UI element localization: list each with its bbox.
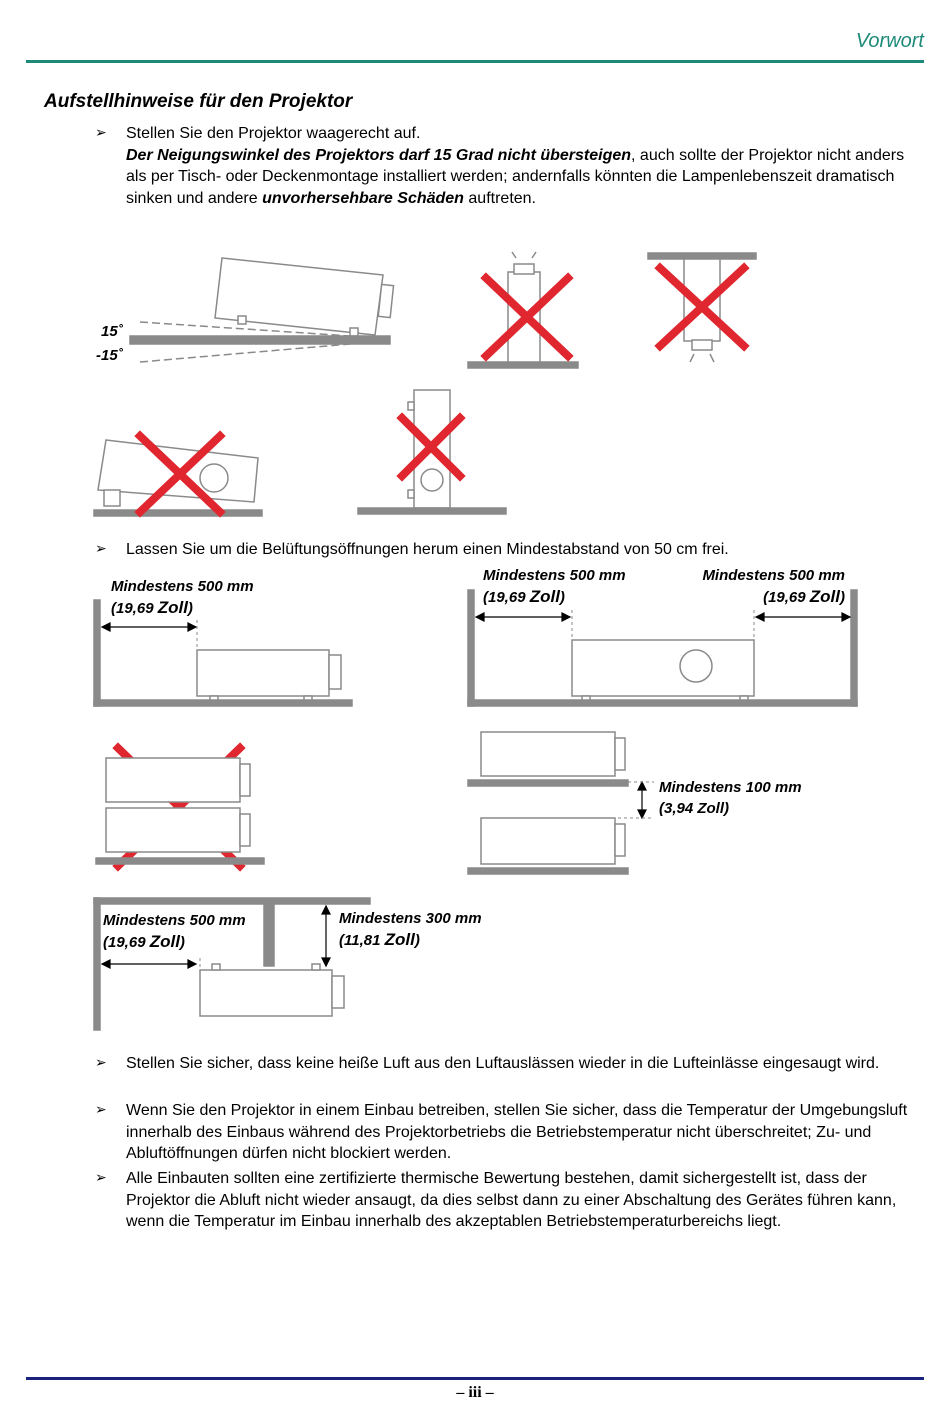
- tilted-projector-illustration: [130, 258, 394, 362]
- label-min500: Mindestens 500 mm: [111, 578, 254, 595]
- bullet-text: Alle Einbauten sollten eine zertifizierte thermische Bewertung bestehen, damit sichergestellt ist, dass der Projektor die Abluft nicht wieder ansaugt, da dies selbst dann zu einer Abschaltung des Gerätes führen kann, wenn die Temperatur im Einbau innerhalb des akzeptablen Betriebstemperaturbereichs liegt.: [126, 1170, 897, 1230]
- bullet-text: Stellen Sie sicher, dass keine heiße Luft aus den Luftauslässen wieder in die Lufteinlässe eingesaugt wird.: [126, 1055, 880, 1072]
- bullet-emphasis-angle: Der Neigungswinkel des Projektors darf 15 Grad nicht übersteigen: [126, 146, 632, 164]
- bullet-item-hot-air: [95, 1053, 925, 1075]
- angle-label-plus: 15˚: [101, 323, 123, 340]
- clearance-label-ceiling-side: Mindestens 500 mm (19,69 Zoll): [103, 912, 246, 951]
- bullet-arrow-icon: ➢: [95, 125, 107, 141]
- label-zoll394: (3,94 Zoll): [659, 800, 730, 817]
- bullet-arrow-icon: ➢: [95, 541, 107, 557]
- header-title: Vorwort: [855, 30, 924, 52]
- shelf-clearance-illustration: [468, 732, 628, 874]
- stacked-projectors-illustration: [96, 758, 264, 864]
- page-number: – iii –: [456, 1384, 494, 1401]
- section-title: Aufstellhinweise für den Projektor: [44, 91, 353, 112]
- bullet-text: Wenn Sie den Projektor in einem Einbau betreiben, stellen Sie sicher, dass die Temperatur der Umgebungsluft innerhalb des Einbaus während des Projektorbetriebs die Betriebstemperatur nicht überschreitet; Zu- und Abluftöffnungen dürfen nicht blockiert werden.: [126, 1102, 908, 1162]
- clearance-label-ceiling: Mindestens 300 mm (11,81 Zoll): [339, 910, 482, 949]
- bullet-arrow-icon: ➢: [95, 1055, 107, 1071]
- clearance-label-right: Mindestens 500 mm (19,69 Zoll): [702, 567, 845, 606]
- bullet-arrow-icon: ➢: [95, 1170, 107, 1186]
- clearance-label-side: Mindestens 500 mm (19,69 Zoll): [111, 578, 254, 617]
- clearance-label-left: Mindestens 500 mm (19,69 Zoll): [483, 567, 626, 606]
- angle-label-minus: -15˚: [96, 347, 123, 364]
- label-min300: Mindestens 300 mm: [339, 910, 482, 927]
- label-min100: Mindestens 100 mm: [659, 779, 802, 796]
- label-min500: Mindestens 500 mm: [702, 567, 845, 584]
- bullet-body-1: , auch sollte der Projektor nicht anders als per Tisch- oder Deckenmontage installiert werden; andernfalls könnten die Lampenlebenszeit dramatisch sinken und andere: [126, 146, 905, 207]
- bullet-body-2: auftreten.: [463, 189, 536, 207]
- bullet-arrow-icon: ➢: [95, 1102, 107, 1118]
- bullet-item-thermal-rating: [95, 1168, 925, 1233]
- clearance-label-vertical: [659, 777, 802, 819]
- bullet-line-1: Stellen Sie den Projektor waagerecht auf.: [126, 125, 421, 142]
- bullet-emphasis-damage: unvorhersehbare Schäden: [262, 189, 464, 207]
- footer-rule: [26, 1377, 924, 1380]
- label-min500: Mindestens 500 mm: [483, 567, 626, 584]
- bullet-text: Lassen Sie um die Belüftungsöffnungen herum einen Mindestabstand von 50 cm frei.: [126, 541, 729, 558]
- bullet-item-clearance: [95, 539, 925, 561]
- label-min500: Mindestens 500 mm: [103, 912, 246, 929]
- bullet-item-enclosure-temperature: [95, 1100, 925, 1165]
